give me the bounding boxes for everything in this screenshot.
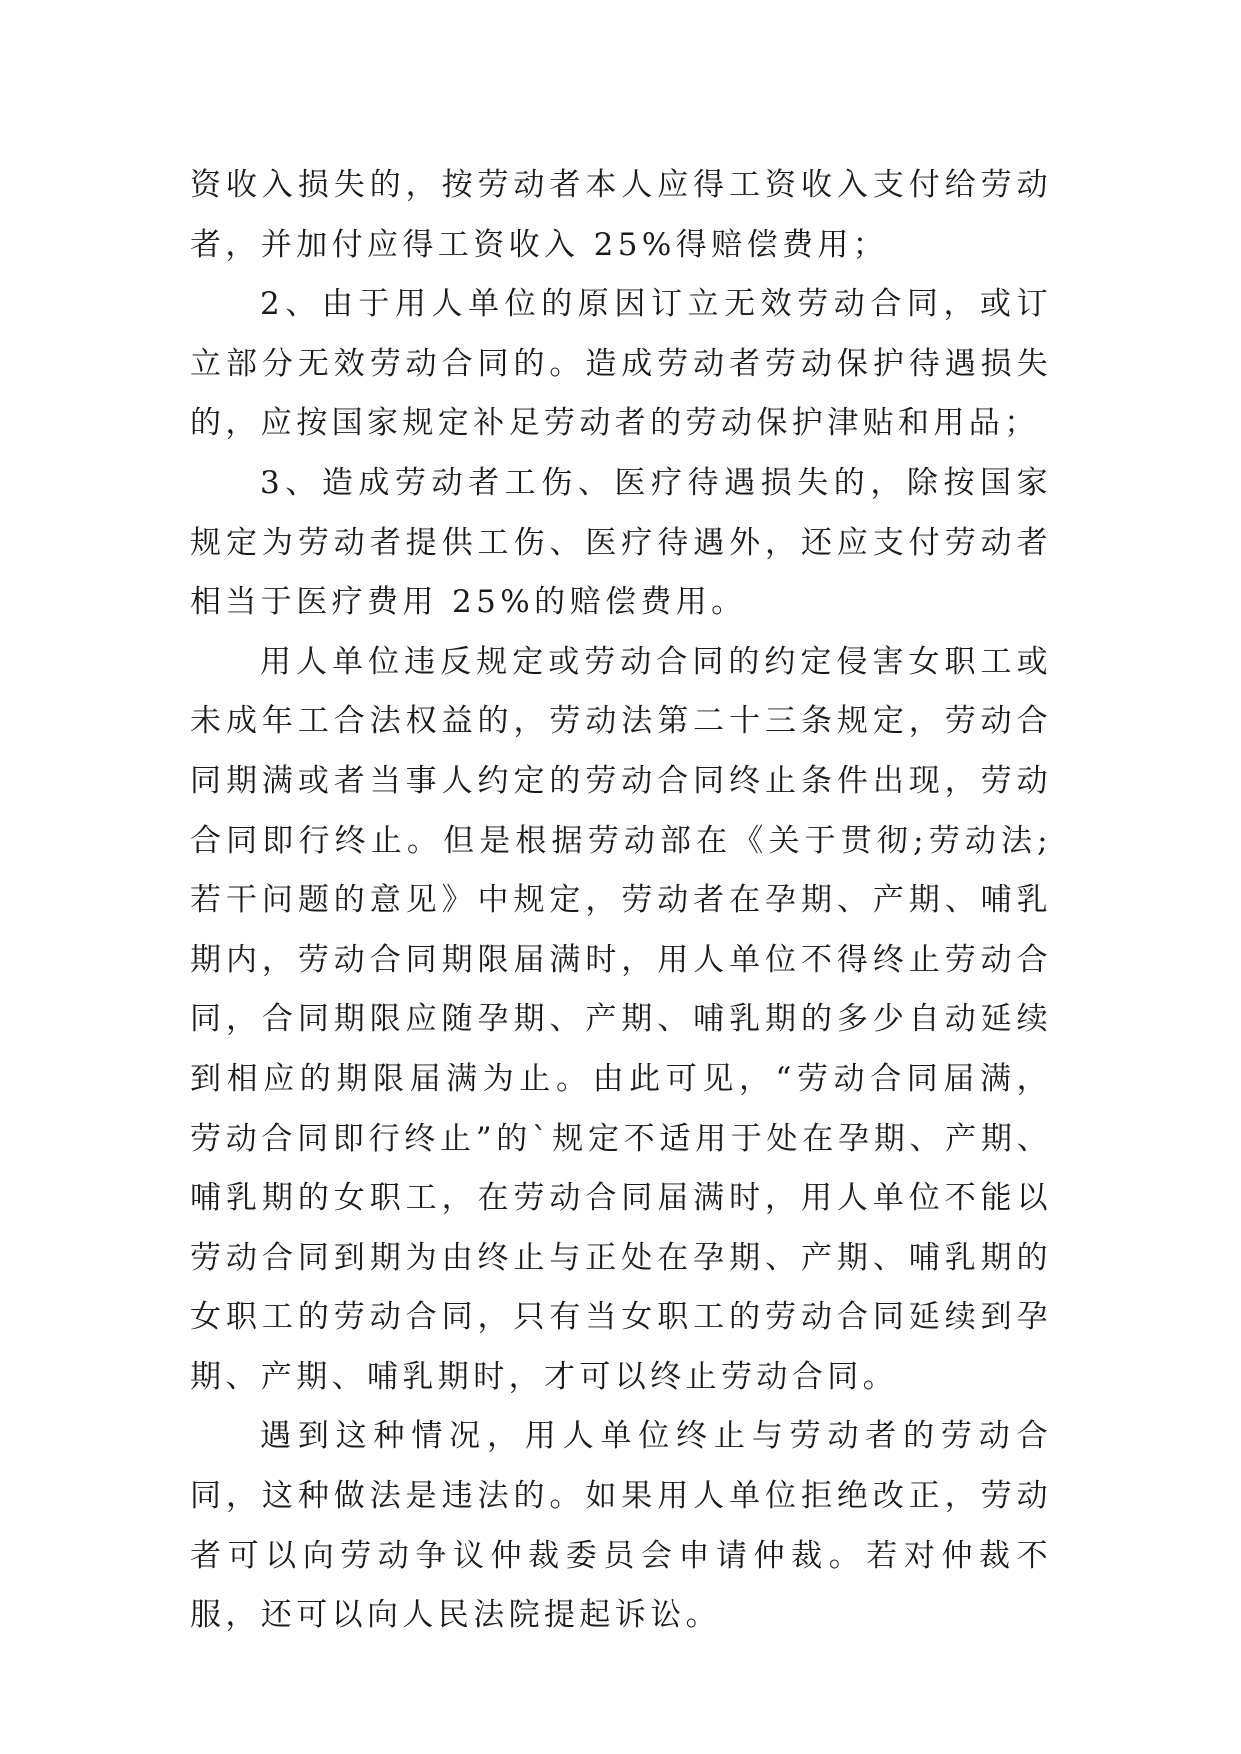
body-text	[190, 156, 1052, 1646]
paragraph-4: 用人单位违反规定或劳动合同的约定侵害女职工或未成年工合法权益的，劳动法第二十三条规定，劳动合同期满或者当事人约定的劳动合同终止条件出现，劳动合同即行终止。但是根据劳动部在《关于贯彻;劳动法;若干问题的意见》中规定，劳动者在孕期、产期、哺乳期内，劳动合同期限届满时，用人单位不得终止劳动合同，合同期限应随孕期、产期、哺乳期的多少自动延续到相应的期限届满为止。由此可见，“劳动合同届满，劳动合同即行终止”的`规定不适用于处在孕期、产期、哺乳期的女职工，在劳动合同届满时，用人单位不能以劳动合同到期为由终止与正处在孕期、产期、哺乳期的女职工的劳动合同，只有当女职工的劳动合同延续到孕期、产期、哺乳期时，才可以终止劳动合同。	[190, 643, 1052, 1395]
paragraph-5: 遇到这种情况，用人单位终止与劳动者的劳动合同，这种做法是违法的。如果用人单位拒绝改正，劳动者可以向劳动争议仲裁委员会申请仲裁。若对仲裁不服，还可以向人民法院提起诉讼。	[190, 1418, 1052, 1634]
paragraph-1: 资收入损失的，按劳动者本人应得工资收入支付给劳动者，并加付应得工资收入 25%得赔偿费用；	[190, 167, 1052, 263]
paragraph-2: 2、由于用人单位的原因订立无效劳动合同，或订立部分无效劳动合同的。造成劳动者劳动保护待遇损失的，应按国家规定补足劳动者的劳动保护津贴和用品；	[190, 286, 1052, 442]
paragraph-3: 3、造成劳动者工伤、医疗待遇损失的，除按国家规定为劳动者提供工伤、医疗待遇外，还应支付劳动者相当于医疗费用 25%的赔偿费用。	[190, 464, 1052, 621]
